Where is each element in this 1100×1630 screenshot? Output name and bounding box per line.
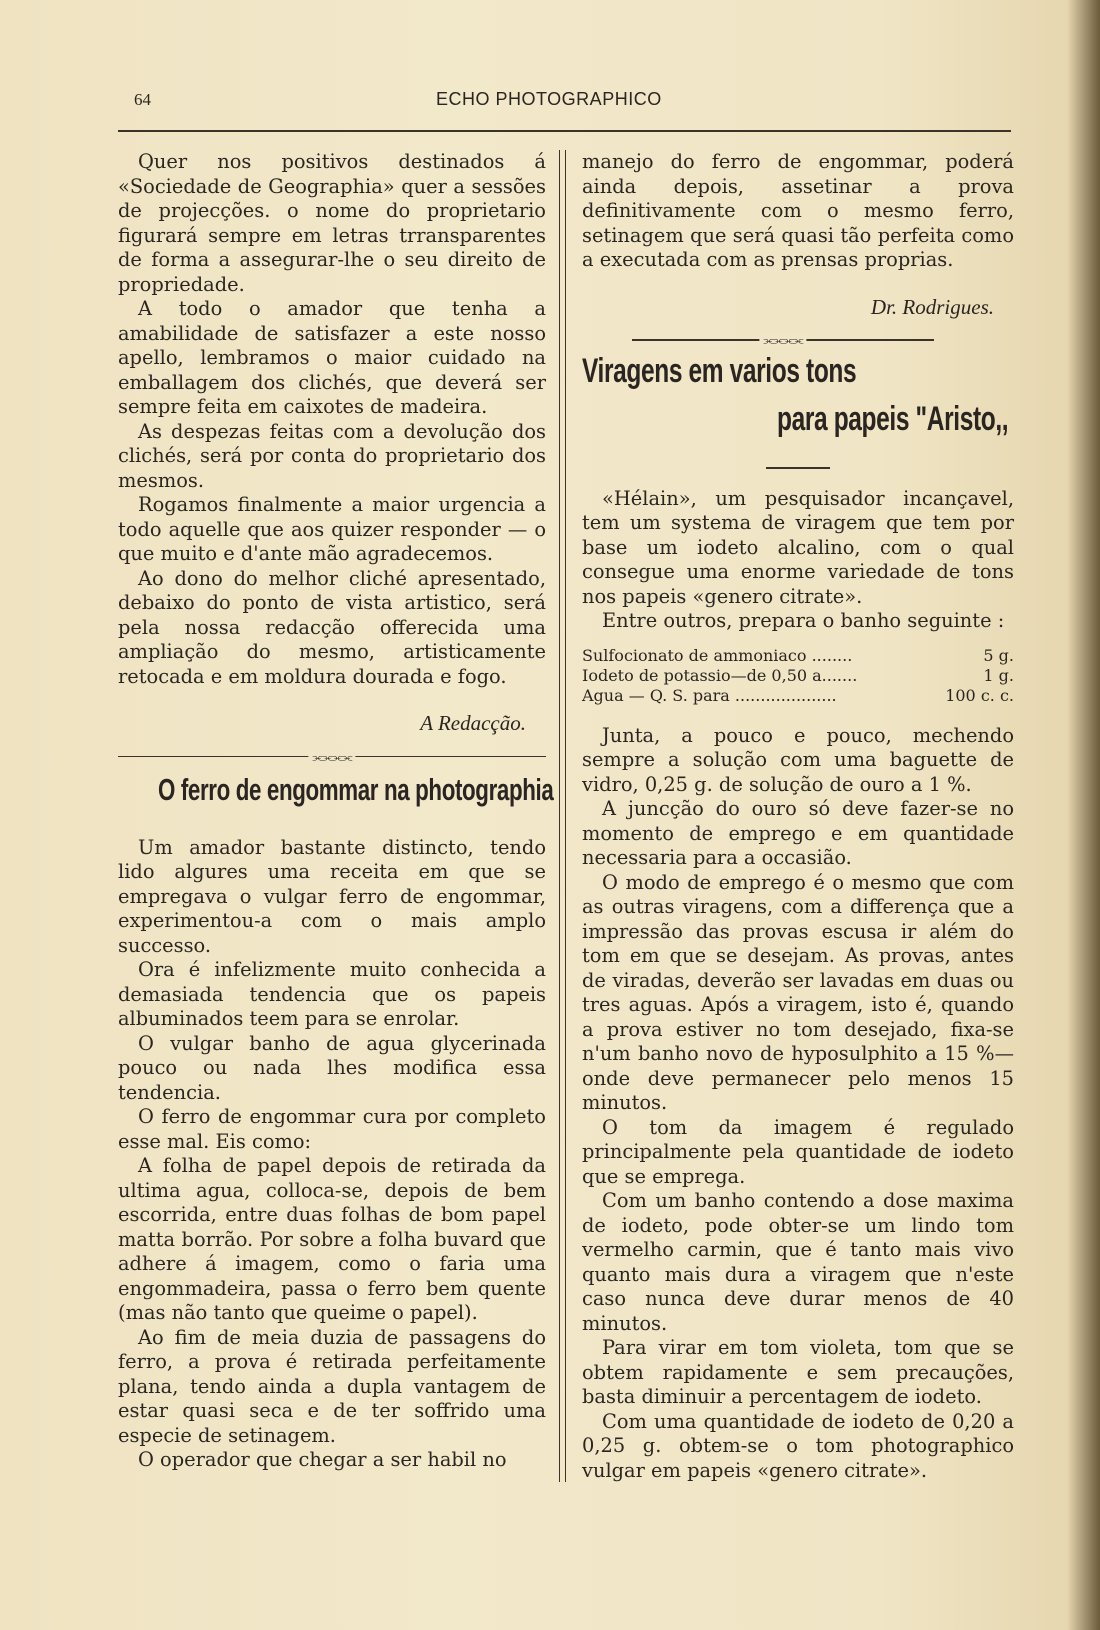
recipe-qty: 100 c. c.	[945, 685, 1014, 705]
ornament-icon: ⫘⫘⫘⫘	[759, 333, 806, 347]
paragraph: Um amador bastante distincto, tendo lido algures uma receita em que se empregava o vulgar ferro de engommar, experimentou-a com o mais amplo successo.	[118, 835, 546, 957]
paragraph: O vulgar banho de agua glycerinada pouco ou nada lhes modifica essa tendencia.	[118, 1031, 546, 1104]
article-title-wrap	[118, 771, 554, 836]
article-title: O ferro de engommar na photographia	[158, 771, 554, 807]
left-column	[118, 150, 554, 1473]
paragraph: Junta, a pouco e pouco, mechendo sempre a solução com uma baguette de vidro, 0,25 g. de solução de ouro a 1 %.	[582, 723, 1014, 796]
recipe-item: Sulfocionato de ammoniaco ........	[582, 645, 853, 665]
signature-redaccao: A Redacção.	[420, 711, 526, 735]
signature-rodrigues: Dr. Rodrigues.	[870, 294, 994, 319]
paragraph: O modo de emprego é o mesmo que com as outras viragens, com a differença que a impressão das provas escusa ir além do tom em que se desejam. As provas, antes de viradas, deverão ser lavadas em duas ou tres aguas. Após a viragem, isto é, quando a prova estiver no tom desejado, fixa-se n'um banho novo de hyposulphito a 15 %—onde deve permanecer pelo menos 15 minutos.	[582, 870, 1014, 1114]
paragraph: Quer nos positivos destinados á «Sociedade de Geographia» quer a sessões de projecções. o nome do proprietario figurará sempre em letras trransparentes de forma a assegurar-lhe o seu direito de propriedade.	[118, 150, 546, 296]
paragraph: O operador que chegar a ser habil no	[138, 1448, 507, 1471]
paragraph: A folha de papel depois de retirada da ultima agua, colloca-se, depois de bem escorrida, entre duas folhas de bom papel matta borrão. Por sobre a folha buvard que adhere á imagem, como o faria uma engommadeira, passa o ferro bem quente (mas não tanto que queime o papel).	[118, 1154, 546, 1324]
paragraph: Entre outros, prepara o banho seguinte :	[602, 609, 1005, 632]
paragraph: O ferro de engommar cura por completo esse mal. Eis como:	[118, 1105, 546, 1153]
ornament-icon: ⫘⫘⫘⫘	[308, 750, 355, 764]
paragraph: A juncção do ouro só deve fazer-se no momento de emprego e em quantidade necessaria para a occasião.	[582, 797, 1014, 869]
paragraph: A todo o amador que tenha a amabilidade de satisfazer a este nosso apello, lembramos o maior cuidado na emballagem dos clichés, que deverá ser sempre feita em caixotes de madeira.	[118, 297, 546, 418]
header-rule	[118, 130, 1011, 132]
paragraph: «Hélain», um pesquisador incançavel, tem um systema de viragem que tem por base um iodeto alcalino, com o qual consegue uma enorme variedade de tons nos papeis «genero citrate».	[582, 486, 1014, 608]
paragraph: manejo do ferro de engommar, poderá ainda depois, assetinar a prova definitivamente com o mesmo ferro, setinagem que será quasi tão perfeita como a executada com as prensas proprias.	[582, 150, 1014, 271]
paragraph: Ao dono do melhor cliché apresentado, debaixo do ponto de vista artistico, será pela nossa redacção offerecida uma ampliação do mesmo, artisticamente retocada e em moldura dourada e fogo.	[118, 566, 546, 688]
table-row	[582, 646, 1014, 666]
paragraph: Ao fim de meia duzia de passagens do ferro, a prova é retirada perfeitamente plana, tendo ainda a dupla vantagem de estar quasi seca e de ter soffrido uma especie de setinagem.	[118, 1325, 546, 1447]
recipe-qty: 1 g.	[983, 665, 1014, 685]
paragraph: As despezas feitas com a devolução dos clichés, será por conta do proprietario dos mesmos.	[118, 419, 546, 492]
table-row	[582, 666, 1014, 686]
ornamental-divider	[118, 750, 546, 764]
recipe-item: Agua — Q. S. para ....................	[582, 685, 837, 705]
paragraph: O tom da imagem é regulado principalmente pela quantidade de iodeto que se emprega.	[582, 1115, 1014, 1188]
recipe-qty: 5 g.	[983, 645, 1014, 665]
article-title-line2-wrap	[582, 400, 1014, 453]
article-title-line2: para papeis "Aristo,,	[777, 400, 1009, 438]
right-column	[582, 150, 1014, 1483]
page-number: 64	[134, 90, 151, 109]
page-header	[118, 86, 1018, 116]
article-title-line1: Viragens em varios tons	[582, 352, 857, 390]
recipe-item: Iodeto de potassio—de 0,50 a.......	[582, 665, 858, 685]
paragraph: Ora é infelizmente muito conhecida a demasiada tendencia que os papeis albuminados teem para se enrolar.	[118, 958, 546, 1030]
recipe-table	[582, 646, 1014, 706]
title-rule	[766, 467, 830, 469]
paragraph: Para virar em tom violeta, tom que se obtem rapidamente e sem precauções, basta diminuir a percentagem de iodeto.	[582, 1336, 1014, 1408]
ornamental-divider	[632, 333, 934, 347]
column-divider	[559, 150, 566, 1482]
paragraph: Rogamos finalmente a maior urgencia a todo aquelle que aos quizer responder — o que muito e d'ante mão agradecemos.	[118, 493, 546, 565]
table-row	[582, 686, 1014, 706]
paragraph: Com uma quantidade de iodeto de 0,20 a 0,25 g. obtem-se o tom photographico vulgar em papeis «genero citrate».	[582, 1409, 1014, 1482]
paragraph: Com um banho contendo a dose maxima de iodeto, pode obter-se um lindo tom vermelho carmin, que é tanto mais vivo quanto mais dura a viragem que n'este caso nunca deve durar menos de 40 minutos.	[582, 1189, 1014, 1335]
running-title: ECHO PHOTOGRAPHICO	[436, 89, 662, 109]
